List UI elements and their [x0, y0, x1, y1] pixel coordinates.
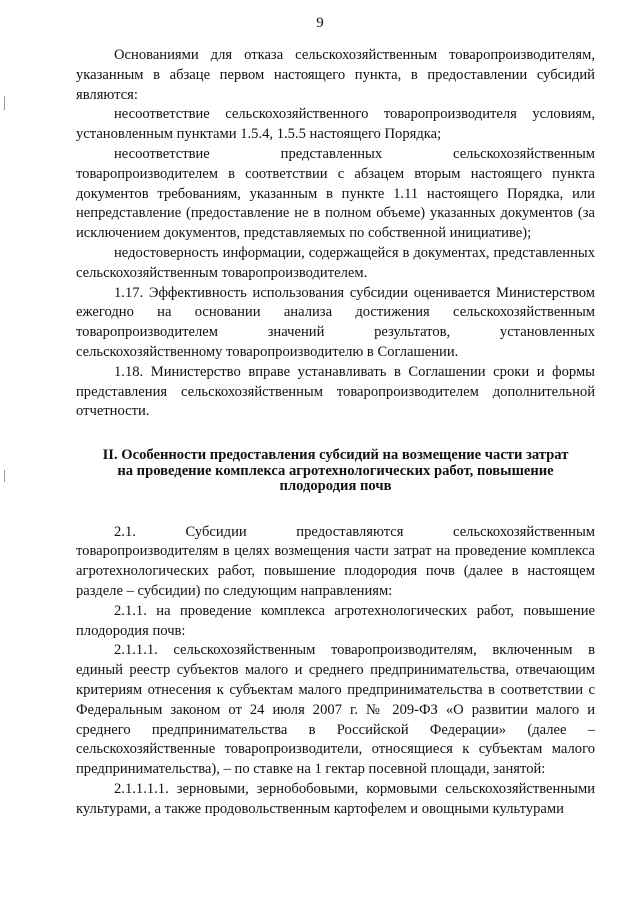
paragraph-refusal-grounds: Основаниями для отказа сельскохозяйственным товаропроизводителям, указанным в абзаце первом настоящего пункта, в предоставлении субсидий являются: [76, 47, 595, 103]
paragraph-2-1-1: 2.1.1. на проведение комплекса агротехнологических работ, повышение плодородия почв: [76, 602, 595, 639]
paragraph-2-1-1-1: 2.1.1.1. сельскохозяйственным товаропроизводителям, включенным в единый реестр субъектов малого и среднего предпринимательства, отвечающим критериям отнесения к субъектам малого предпринимательства в соответствии с Федеральным законом от 24 июля 2007 г. № 209-ФЗ «О развитии малого и среднего предпринимательства в Российской Федерации» (далее – сельскохозяйственные товаропроизводители, относящиеся к субъектам малого предпринимательства), – по ставке на 1 гектар посевной площади, занятой: [76, 642, 595, 778]
section-2-heading-line: плодородия почв [279, 478, 392, 495]
paragraph-1-17: 1.17. Эффективность использования субсидии оценивается Министерством ежегодно на основании анализа достижения сельскохозяйственным товаропроизводителем значений результатов, установленных сельскохозяйственному товаропроизводителю в Соглашении. [76, 284, 595, 360]
paragraph-2-1-1-1-1: 2.1.1.1.1. зерновыми, зернобобовыми, кормовыми сельскохозяйственными культурами, а также продовольственным картофелем и овощными культурами [76, 781, 595, 817]
paragraph-2-1: 2.1. Субсидии предоставляются сельскохозяйственным товаропроизводителям в целях возмещения части затрат на проведение комплекса агротехнологических работ, повышение плодородия почв (далее в настоящем разделе – субсидии) по следующим направлениям: [76, 523, 595, 600]
paragraph-unreliable-information: недостоверность информации, содержащейся в документах, представленных сельскохозяйственным товаропроизводителем. [76, 244, 595, 281]
margin-mark [4, 96, 5, 110]
paragraph-1-18: 1.18. Министерство вправе устанавливать в Соглашении сроки и формы представления сельскохозяйственным товаропроизводителем дополнительной отчетности. [76, 363, 595, 420]
section-2-heading-line: II. Особенности предоставления субсидий на возмещение части затрат [102, 447, 569, 464]
paragraph-nonconformity-documents: несоответствие представленных сельскохозяйственным товаропроизводителем в соответствии с абзацем вторым настоящего пункта документов требованиям, указанным в пункте 1.11 настоящего Порядка, или непредставление (предоставление не в полном объеме) указанных документов (за исключением документов, представляемых по собственной инициативе); [76, 145, 595, 242]
page-number: 9 [316, 15, 324, 31]
paragraph-nonconformity-conditions: несоответствие сельскохозяйственного товаропроизводителя условиям, установленным пунктами 1.5.4, 1.5.5 настоящего Порядка; [76, 106, 595, 143]
margin-mark [4, 470, 5, 482]
section-2-heading-line: на проведение комплекса агротехнологических работ, повышение [117, 462, 554, 479]
document-body [76, 46, 595, 820]
section-2-heading [76, 448, 595, 495]
